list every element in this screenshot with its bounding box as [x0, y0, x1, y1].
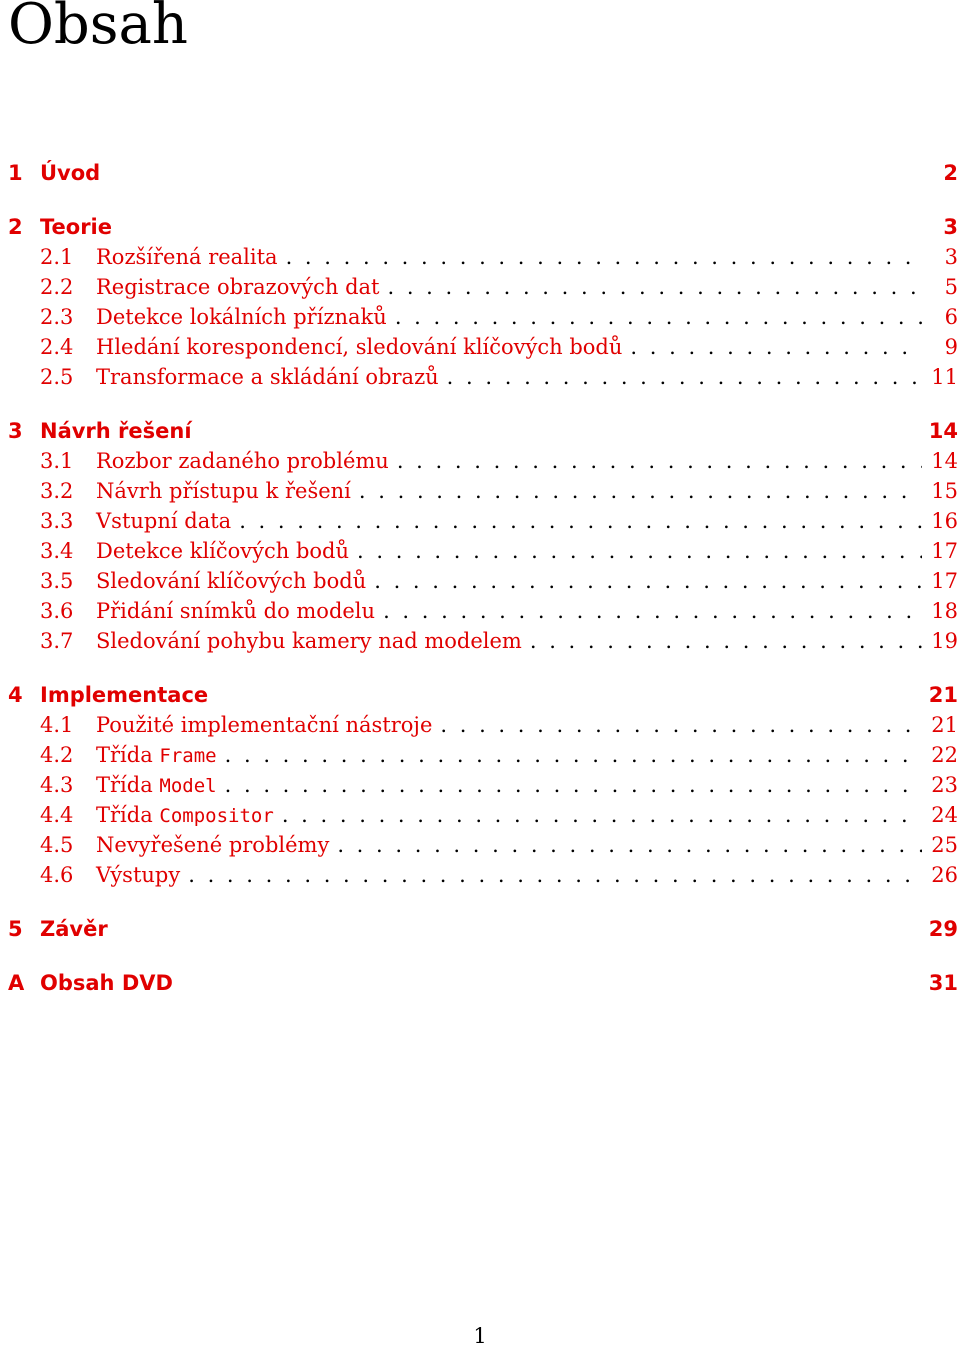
- toc-leader: [397, 449, 922, 473]
- toc-section[interactable]: [8, 596, 958, 626]
- toc-title: Návrh přístupu k řešení: [96, 479, 351, 503]
- toc-title-text: Třída: [96, 773, 153, 797]
- toc-chapter[interactable]: [8, 968, 958, 998]
- toc-page: 16: [931, 509, 958, 533]
- toc-title: Implementace: [40, 683, 209, 707]
- toc-page: 2: [943, 161, 958, 185]
- toc-title: Detekce lokálních příznaků: [96, 305, 387, 329]
- toc-section[interactable]: [8, 710, 958, 740]
- toc-section[interactable]: [8, 362, 958, 392]
- toc-section[interactable]: [8, 446, 958, 476]
- toc-section[interactable]: [8, 740, 958, 770]
- toc-leader: [282, 803, 922, 827]
- toc-section[interactable]: [8, 626, 958, 656]
- page-title: Obsah: [8, 0, 188, 57]
- toc-title: Rozšířená realita: [96, 245, 278, 269]
- toc-page: 14: [928, 419, 958, 443]
- toc-leader: [630, 335, 922, 359]
- toc-page: 19: [931, 629, 958, 653]
- toc-page: 3: [943, 215, 958, 239]
- toc-title: Výstupy: [96, 863, 181, 887]
- toc-page: 26: [931, 863, 958, 887]
- toc-title-code: Frame: [159, 745, 217, 767]
- toc-chapter[interactable]: [8, 680, 958, 710]
- toc-leader: [225, 743, 922, 767]
- toc-page: 24: [931, 803, 958, 827]
- toc-page: 21: [931, 713, 958, 737]
- toc-title-text: Třída: [96, 803, 153, 827]
- toc-title-code: Model: [159, 775, 217, 797]
- toc-title: Detekce klíčových bodů: [96, 539, 350, 563]
- toc-leader: [359, 479, 922, 503]
- toc-number: 3.6: [40, 599, 74, 623]
- toc-page: 15: [931, 479, 958, 503]
- toc-number: A: [8, 971, 25, 995]
- toc-leader: [383, 599, 922, 623]
- toc-section[interactable]: [8, 800, 958, 830]
- toc-leader: [530, 629, 922, 653]
- toc-section[interactable]: [8, 566, 958, 596]
- toc-section[interactable]: [8, 536, 958, 566]
- toc-title: Rozbor zadaného problému: [96, 449, 389, 473]
- toc-section[interactable]: [8, 476, 958, 506]
- toc-page: 29: [928, 917, 958, 941]
- toc-title: Sledování pohybu kamery nad modelem: [96, 629, 522, 653]
- toc-leader: [387, 275, 922, 299]
- toc-number: 2.5: [40, 365, 74, 389]
- toc-page: 21: [928, 683, 958, 707]
- toc-leader: [225, 773, 922, 797]
- toc-section[interactable]: [8, 506, 958, 536]
- toc-leader: [374, 569, 922, 593]
- toc-chapter[interactable]: [8, 416, 958, 446]
- toc-number: 4.5: [40, 833, 74, 857]
- toc-leader: [357, 539, 922, 563]
- toc-number: 2.2: [40, 275, 74, 299]
- toc-section[interactable]: [8, 242, 958, 272]
- toc-page: 18: [931, 599, 958, 623]
- toc-page: 17: [931, 539, 958, 563]
- toc-chapter[interactable]: [8, 158, 958, 188]
- toc-number: 3: [8, 419, 23, 443]
- toc-number: 3.2: [40, 479, 74, 503]
- toc-number: 4.6: [40, 863, 74, 887]
- toc-section[interactable]: [8, 770, 958, 800]
- toc-number: 2.3: [40, 305, 74, 329]
- toc-title-code: Compositor: [159, 805, 274, 827]
- toc-title-text: Třída: [96, 743, 153, 767]
- toc-title: Transformace a skládání obrazů: [96, 365, 439, 389]
- toc-leader: [440, 713, 922, 737]
- toc-page: 11: [931, 365, 958, 389]
- toc-number: 4.3: [40, 773, 74, 797]
- toc-number: 3.3: [40, 509, 74, 533]
- toc-number: 2: [8, 215, 23, 239]
- toc-title: Vstupní data: [96, 509, 232, 533]
- toc-title: Registrace obrazových dat: [96, 275, 380, 299]
- toc-title: Přidání snímků do modelu: [96, 599, 376, 623]
- toc-number: 4.4: [40, 803, 74, 827]
- toc-title: Sledování klíčových bodů: [96, 569, 367, 593]
- toc-title: Závěr: [40, 917, 108, 941]
- toc-title: [96, 743, 217, 767]
- toc-title: [96, 773, 217, 797]
- toc-chapter[interactable]: [8, 914, 958, 944]
- toc-section[interactable]: [8, 830, 958, 860]
- toc-page: 14: [931, 449, 958, 473]
- toc-title: Hledání korespondencí, sledování klíčových bodů: [96, 335, 623, 359]
- toc-number: 5: [8, 917, 23, 941]
- toc-title: [96, 803, 274, 827]
- toc-title: Obsah DVD: [40, 971, 173, 995]
- toc-title: Úvod: [40, 161, 101, 185]
- page-number: 1: [473, 1324, 487, 1348]
- toc-section[interactable]: [8, 302, 958, 332]
- toc-leader: [286, 245, 922, 269]
- toc-number: 2.1: [40, 245, 74, 269]
- toc-number: 4.1: [40, 713, 74, 737]
- toc-leader: [395, 305, 922, 329]
- toc-section[interactable]: [8, 332, 958, 362]
- toc-title: Nevyřešené problémy: [96, 833, 330, 857]
- toc-page: 5: [944, 275, 958, 299]
- toc-section[interactable]: [8, 860, 958, 890]
- toc-number: 3.4: [40, 539, 74, 563]
- toc-page: 23: [931, 773, 958, 797]
- toc-number: 3.5: [40, 569, 74, 593]
- toc-chapter[interactable]: [8, 212, 958, 242]
- toc-page: 6: [944, 305, 958, 329]
- toc-title: Návrh řešení: [40, 419, 192, 443]
- toc-number: 4.2: [40, 743, 74, 767]
- toc-page: 22: [931, 743, 958, 767]
- toc-page: 31: [928, 971, 958, 995]
- toc-leader: [239, 509, 922, 533]
- toc-leader: [337, 833, 922, 857]
- toc-page: 17: [931, 569, 958, 593]
- toc-page: 25: [931, 833, 958, 857]
- toc-title: Použité implementační nástroje: [96, 713, 433, 737]
- toc-section[interactable]: [8, 272, 958, 302]
- toc-number: 3.1: [40, 449, 74, 473]
- toc-number: 3.7: [40, 629, 74, 653]
- toc-leader: [188, 863, 922, 887]
- toc-number: 2.4: [40, 335, 74, 359]
- toc-number: 4: [8, 683, 23, 707]
- toc-number: 1: [8, 161, 23, 185]
- toc-page: 3: [944, 245, 958, 269]
- toc-page: 9: [944, 335, 958, 359]
- toc-leader: [447, 365, 922, 389]
- toc-title: Teorie: [40, 215, 113, 239]
